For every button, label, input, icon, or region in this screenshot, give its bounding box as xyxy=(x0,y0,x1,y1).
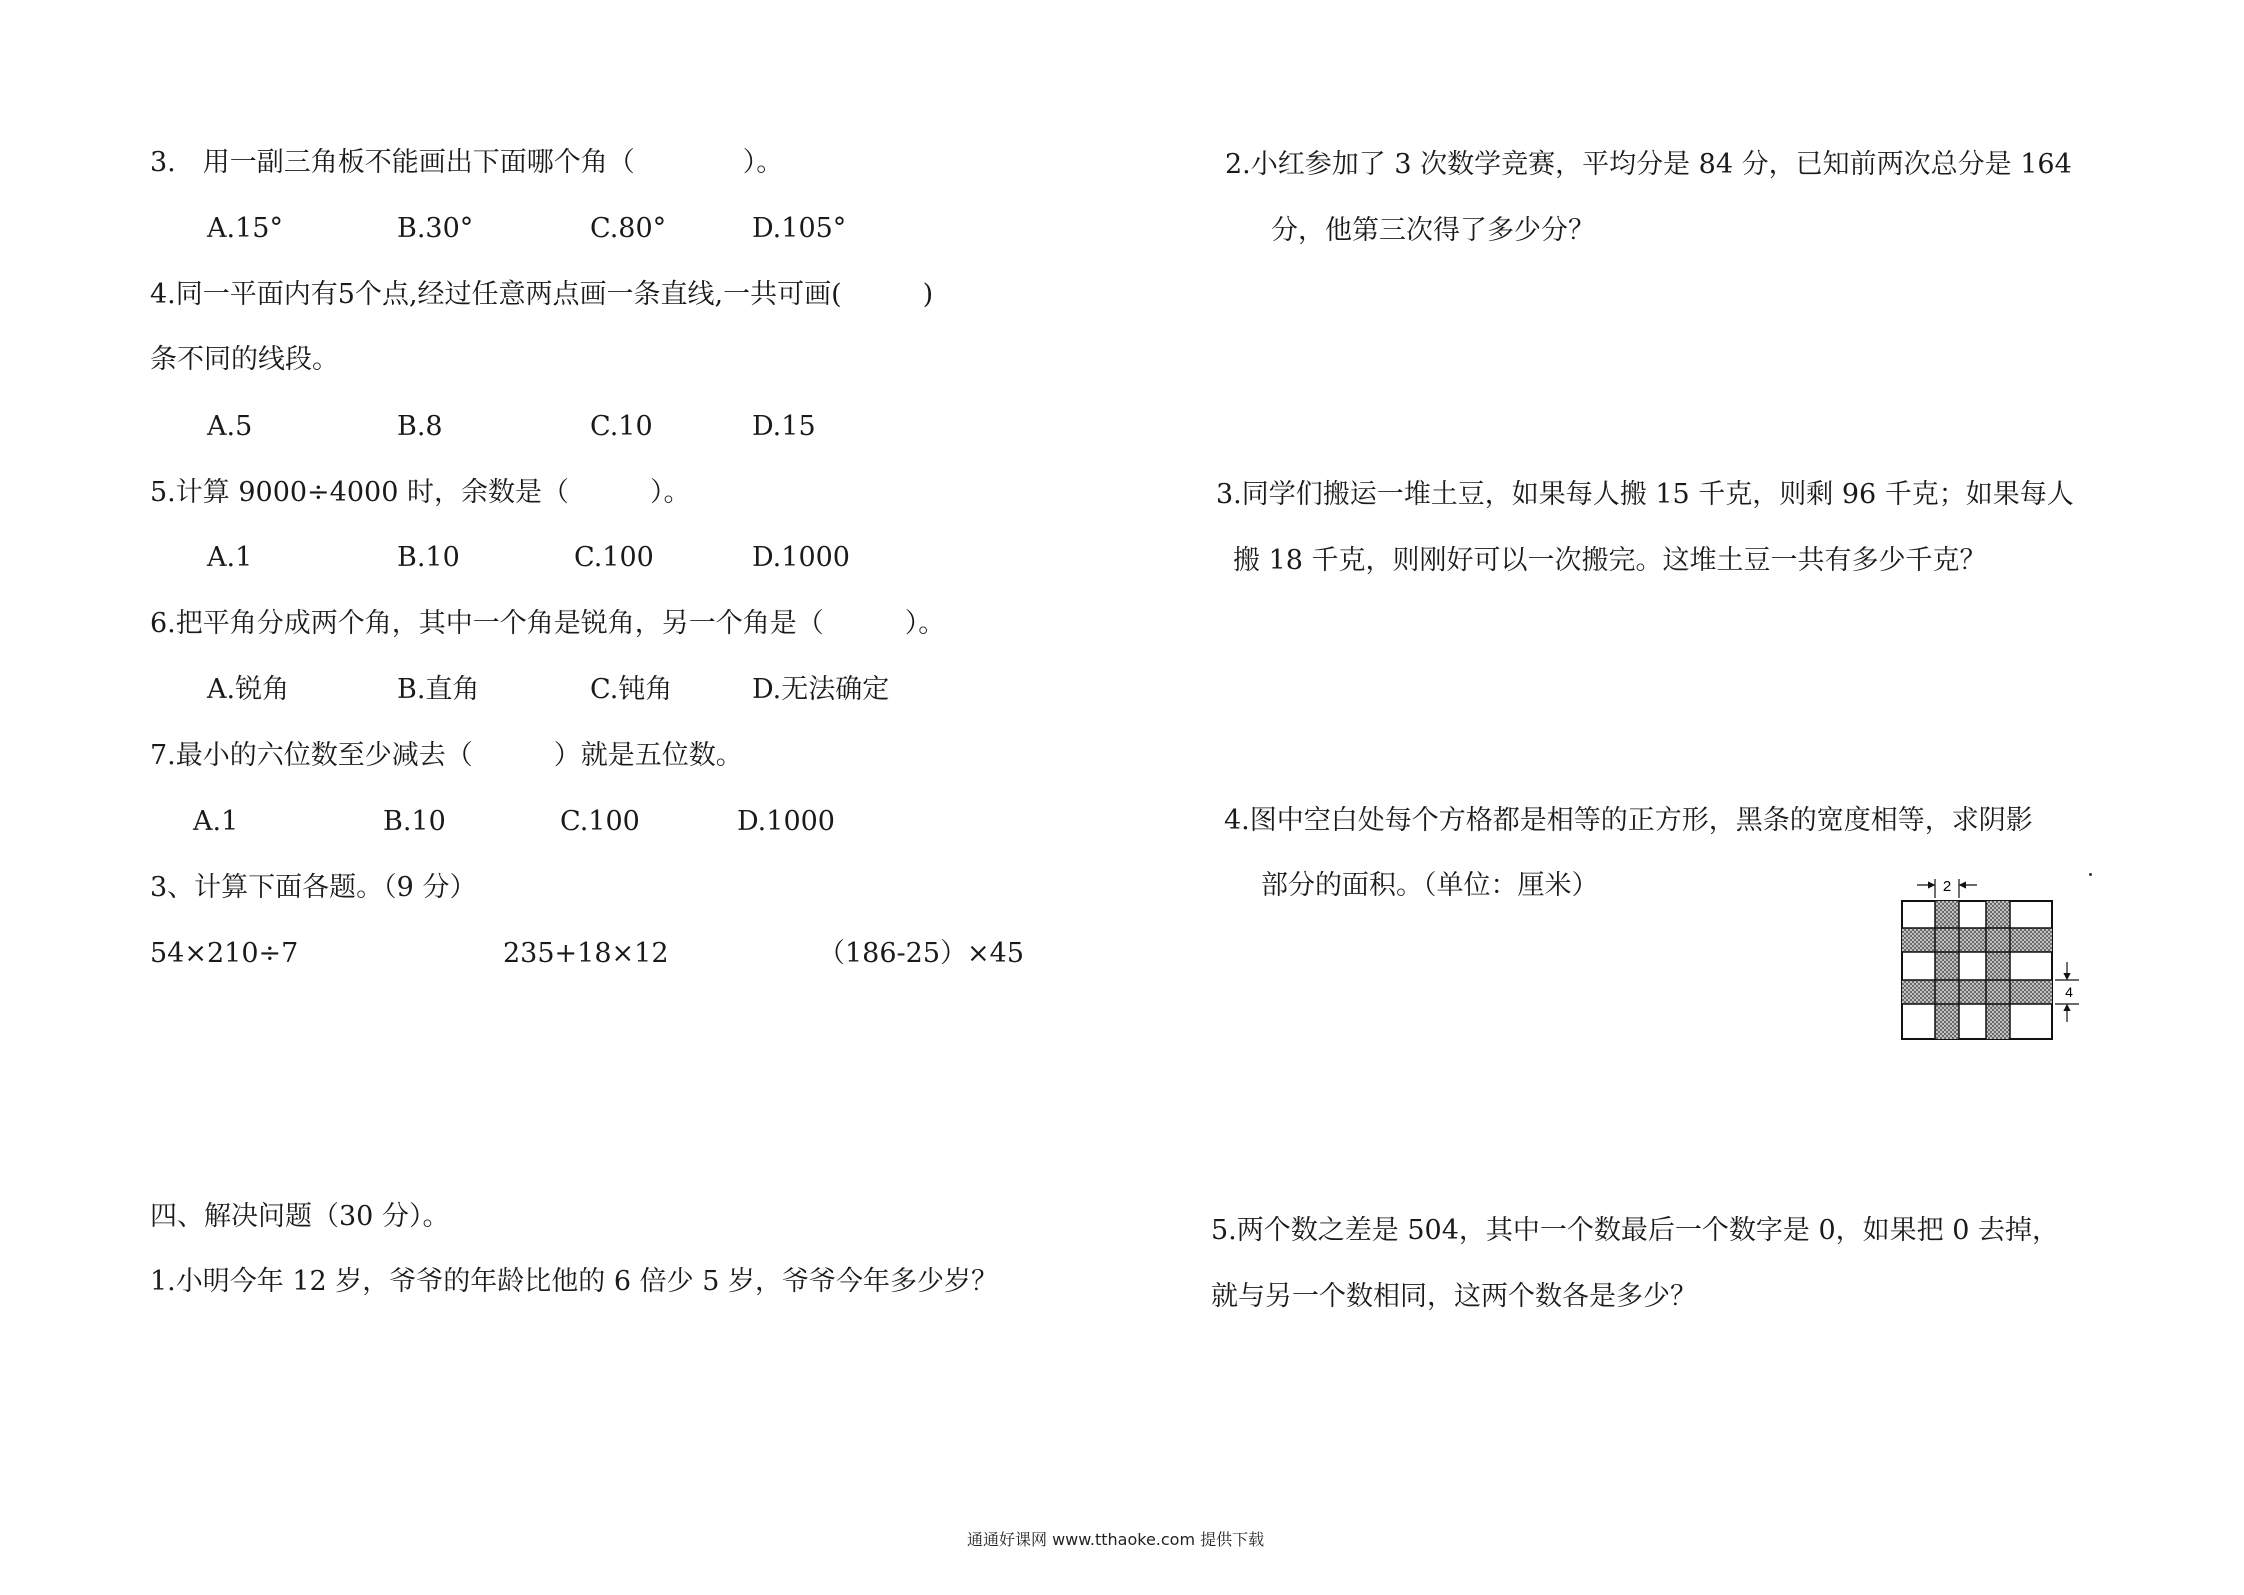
right-question-2-line1: 2.小红参加了 3 次数学竞赛，平均分是 84 分，已知前两次总分是 164 xyxy=(1225,149,2072,180)
q5-option-b: B.10 xyxy=(397,542,460,573)
q6-option-c: C.钝角 xyxy=(590,674,673,705)
grid-figure xyxy=(1883,876,2083,1046)
horizontal-strip-2 xyxy=(1902,980,2052,1004)
question-7-text: 7.最小的六位数至少减去（ ）就是五位数。 xyxy=(150,740,743,771)
q4-option-d: D.15 xyxy=(752,411,816,442)
vertical-strip-1 xyxy=(1935,901,1959,1039)
calc-item-3: （186-25）×45 xyxy=(818,938,1024,969)
q3-option-a: A.15° xyxy=(207,213,283,244)
question-6-text: 6.把平角分成两个角，其中一个角是锐角，另一个角是（ ）。 xyxy=(150,608,946,639)
right-question-5-line1: 5.两个数之差是 504，其中一个数最后一个数字是 0，如果把 0 去掉， xyxy=(1211,1215,2059,1246)
q3-option-d: D.105° xyxy=(752,213,847,244)
horizontal-strip-1 xyxy=(1902,928,2052,952)
q7-option-d: D.1000 xyxy=(737,806,835,837)
q6-option-b: B.直角 xyxy=(397,674,480,705)
q3-option-c: C.80° xyxy=(590,213,667,244)
question-5-text: 5.计算 9000÷4000 时，余数是（ ）。 xyxy=(150,477,691,508)
height-label: 4 xyxy=(2065,984,2073,1000)
calc-item-2: 235+18×12 xyxy=(503,938,669,969)
question-3-text: 3. 用一副三角板不能画出下面哪个角（ ）。 xyxy=(150,147,784,178)
q4-option-b: B.8 xyxy=(397,411,443,442)
q5-option-d: D.1000 xyxy=(752,542,850,573)
grid-outer-box xyxy=(1902,901,2052,1039)
stray-dot xyxy=(2089,873,2092,876)
q6-option-a: A.锐角 xyxy=(207,674,290,705)
section-4-question-1: 1.小明今年 12 岁，爷爷的年龄比他的 6 倍少 5 岁，爷爷今年多少岁？ xyxy=(150,1266,998,1297)
q5-option-a: A.1 xyxy=(207,542,253,573)
vertical-strip-2 xyxy=(1986,901,2010,1039)
q7-option-a: A.1 xyxy=(193,806,239,837)
q6-option-d: D.无法确定 xyxy=(752,674,890,705)
q3-option-b: B.30° xyxy=(397,213,474,244)
right-question-4-line1: 4.图中空白处每个方格都是相等的正方形，黑条的宽度相等，求阴影 xyxy=(1224,805,2033,836)
q7-option-b: B.10 xyxy=(383,806,446,837)
q5-option-c: C.100 xyxy=(574,542,654,573)
q4-option-c: C.10 xyxy=(590,411,653,442)
calc-heading: 3、计算下面各题。（9 分） xyxy=(150,872,477,903)
section-4-heading: 四、解决问题（30 分）。 xyxy=(150,1201,450,1232)
question-4-text: 4.同一平面内有5个点,经过任意两点画一条直线,一共可画( ) xyxy=(150,279,934,310)
footer-source: 通通好课网 www.tthaoke.com 提供下载 xyxy=(967,1530,1265,1549)
width-label: 2 xyxy=(1942,878,1952,895)
right-question-3-line1: 3.同学们搬运一堆土豆，如果每人搬 15 千克，则剩 96 千克；如果每人 xyxy=(1216,479,2074,510)
right-question-4-line2: 部分的面积。（单位：厘米） xyxy=(1261,870,1599,901)
right-question-2-line2: 分，他第三次得了多少分？ xyxy=(1271,215,1595,246)
question-4-text-cont: 条不同的线段。 xyxy=(150,344,339,375)
q7-option-c: C.100 xyxy=(560,806,640,837)
q4-option-a: A.5 xyxy=(207,411,253,442)
right-question-3-line2: 搬 18 千克，则刚好可以一次搬完。这堆土豆一共有多少千克？ xyxy=(1233,545,1987,576)
calc-item-1: 54×210÷7 xyxy=(150,938,299,969)
right-question-5-line2: 就与另一个数相同，这两个数各是多少？ xyxy=(1211,1281,1697,1312)
